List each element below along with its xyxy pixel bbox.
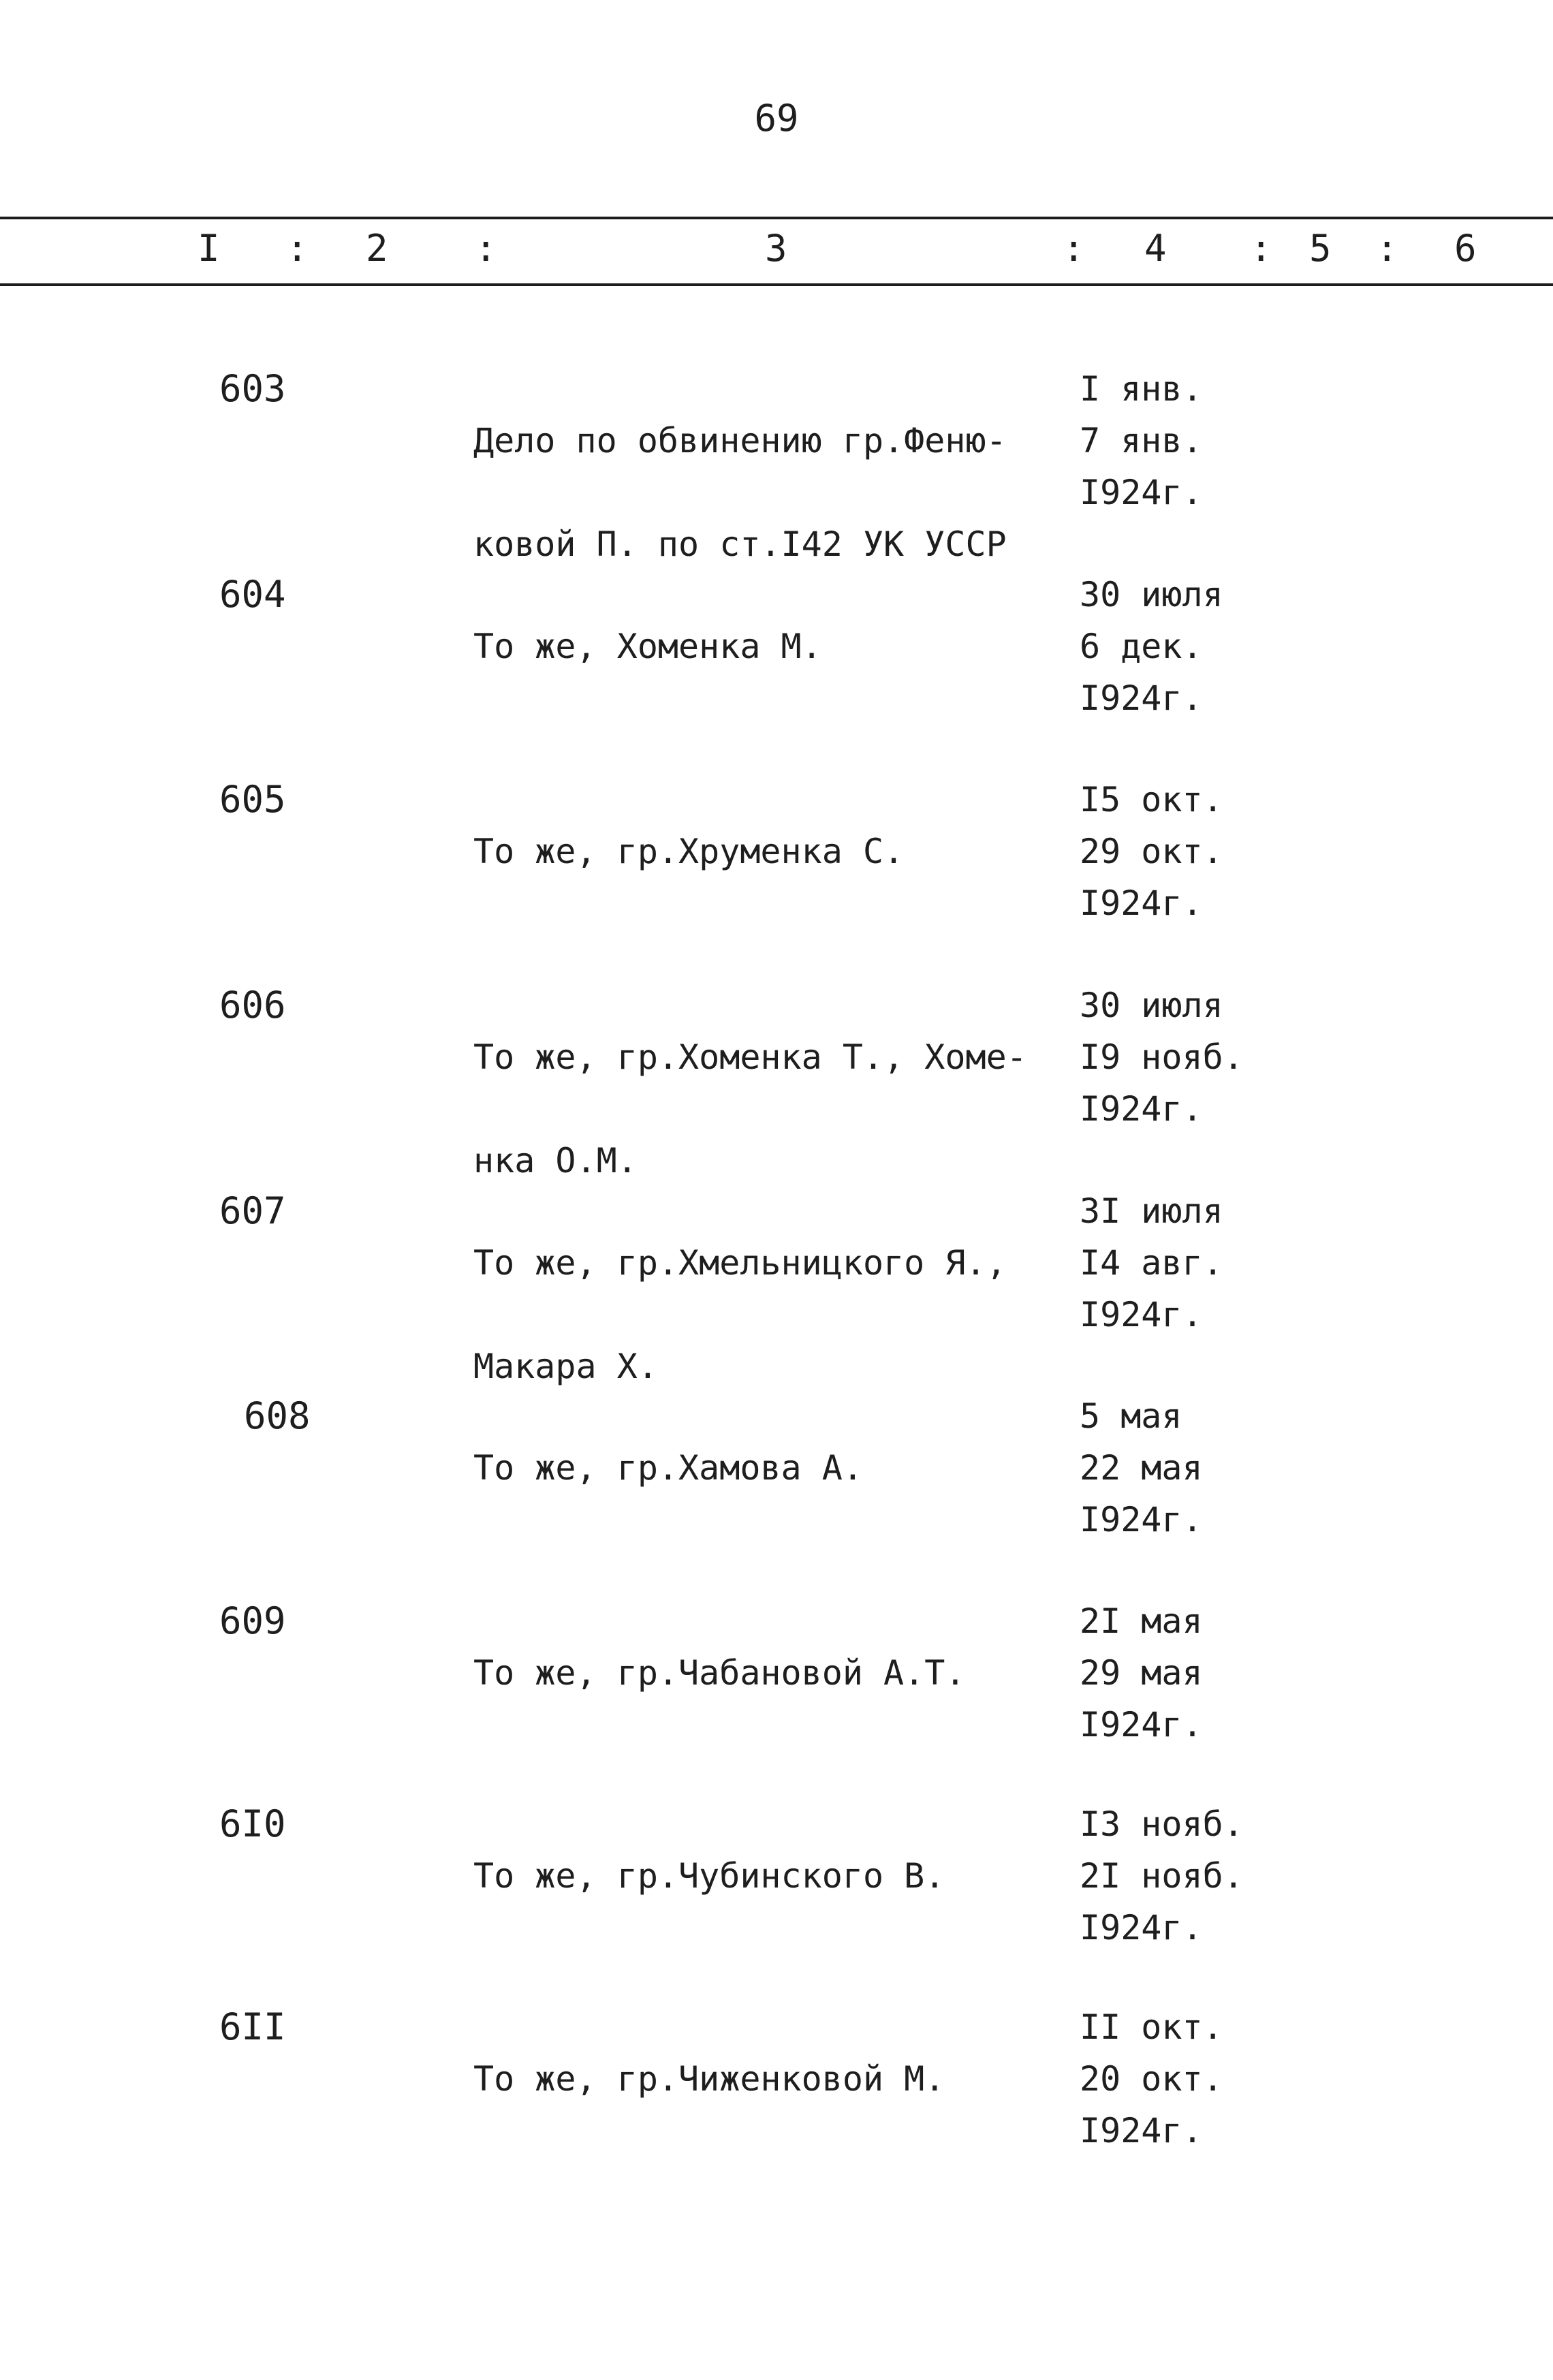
row-dates — [1080, 363, 1325, 518]
row-dates — [1080, 774, 1325, 929]
row-description — [473, 1390, 1059, 1546]
description-line: То же, гр.Чиженковой М. — [473, 2059, 945, 2099]
table-row — [0, 1595, 1553, 1772]
date-end: 2I нояб. — [1080, 1856, 1244, 1896]
date-start: I3 нояб. — [1080, 1804, 1244, 1844]
table-row — [0, 1390, 1553, 1567]
date-year: I924г. — [1080, 1089, 1203, 1129]
date-end: I9 нояб. — [1080, 1037, 1244, 1077]
date-start: 30 июля — [1080, 986, 1223, 1025]
date-year: I924г. — [1080, 678, 1203, 718]
description-line: нка О.М. — [473, 1141, 638, 1180]
table-row — [0, 1185, 1553, 1386]
date-year: I924г. — [1080, 1500, 1203, 1539]
date-end: 29 окт. — [1080, 832, 1223, 871]
date-end: I4 авг. — [1080, 1243, 1223, 1283]
header-col-4: 4 — [1144, 227, 1167, 270]
header-separator: : — [1250, 227, 1272, 270]
description-line: Дело по обвинению гр.Феню- — [473, 421, 1007, 460]
row-number: 603 — [219, 367, 286, 410]
description-line: Макара Х. — [473, 1347, 658, 1386]
row-dates — [1080, 980, 1325, 1135]
table-row — [0, 774, 1553, 951]
description-line: То же, гр.Хамова А. — [473, 1448, 863, 1488]
row-number: 606 — [219, 984, 286, 1027]
date-end: 20 окт. — [1080, 2059, 1223, 2099]
row-description — [473, 569, 1059, 724]
row-description — [473, 1595, 1059, 1751]
header-col-6: 6 — [1454, 227, 1477, 270]
row-dates — [1080, 1798, 1325, 1954]
date-year: I924г. — [1080, 1295, 1203, 1334]
row-description — [473, 1798, 1059, 1954]
date-start: II окт. — [1080, 2007, 1223, 2047]
row-dates — [1080, 2001, 1325, 2157]
table-row — [0, 980, 1553, 1180]
header-col-1: I — [198, 227, 220, 270]
header-separator: : — [1376, 227, 1398, 270]
header-col-5: 5 — [1309, 227, 1332, 270]
date-end: 6 дек. — [1080, 627, 1203, 666]
row-number: 6II — [219, 2005, 286, 2048]
header-separator: : — [475, 227, 497, 270]
row-number: 609 — [219, 1599, 286, 1642]
table-row — [0, 2001, 1553, 2178]
page-number: 69 — [754, 97, 799, 140]
row-number: 604 — [219, 573, 286, 616]
row-number: 608 — [244, 1394, 311, 1437]
row-description — [473, 774, 1059, 929]
row-number: 607 — [219, 1189, 286, 1232]
header-col-2: 2 — [366, 227, 388, 270]
date-start: 3I июля — [1080, 1191, 1223, 1231]
header-col-3: 3 — [765, 227, 787, 270]
date-year: I924г. — [1080, 1705, 1203, 1744]
date-end: 29 мая — [1080, 1653, 1203, 1693]
date-year: I924г. — [1080, 1908, 1203, 1947]
table-row — [0, 363, 1553, 564]
description-line: То же, гр.Чубинского В. — [473, 1856, 945, 1896]
row-dates — [1080, 1595, 1325, 1751]
description-line: То же, Хоменка М. — [473, 627, 822, 666]
date-year: I924г. — [1080, 473, 1203, 512]
description-line: То же, гр.Хмельницкого Я., — [473, 1243, 1007, 1283]
header-separator: : — [1063, 227, 1085, 270]
row-number: 6I0 — [219, 1802, 286, 1845]
description-line: То же, гр.Хоменка Т., Хоме- — [473, 1037, 1027, 1077]
description-line: ковой П. по ст.I42 УК УССР — [473, 524, 1007, 564]
row-description — [473, 2001, 1059, 2157]
row-number: 605 — [219, 778, 286, 821]
description-line: То же, гр.Чабановой А.Т. — [473, 1653, 966, 1693]
table-row — [0, 569, 1553, 746]
description-line: То же, гр.Хруменка С. — [473, 832, 905, 871]
table-row — [0, 1798, 1553, 1975]
date-year: I924г. — [1080, 883, 1203, 923]
row-dates — [1080, 1390, 1325, 1546]
date-start: 5 мая — [1080, 1396, 1182, 1436]
row-dates — [1080, 1185, 1325, 1341]
date-start: 2I мая — [1080, 1601, 1203, 1641]
date-start: 30 июля — [1080, 575, 1223, 614]
header-separator: : — [286, 227, 309, 270]
date-start: I янв. — [1080, 369, 1203, 409]
date-year: I924г. — [1080, 2111, 1203, 2150]
date-end: 22 мая — [1080, 1448, 1203, 1488]
row-dates — [1080, 569, 1325, 724]
date-end: 7 янв. — [1080, 421, 1203, 460]
date-start: I5 окт. — [1080, 780, 1223, 819]
